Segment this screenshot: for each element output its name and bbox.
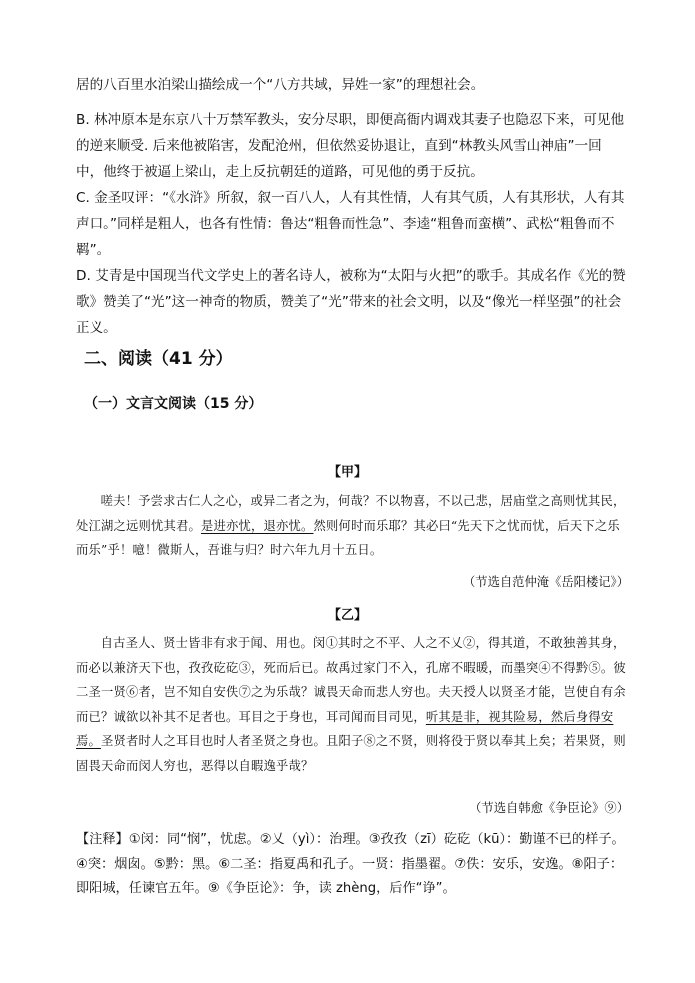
- passage-jia-text-before: 嗟夫！予尝求古仁人之心，或异二者之为，何哉？不以物喜，不以己悲，居庙堂之高则忧其民，处江湖之远则忧其君。: [76, 494, 626, 533]
- passage-jia-label: 【甲】: [327, 465, 367, 480]
- option-b: B. 林冲原本是东京八十万禁军教头，安分尽职，即便高衙内调戏其妻子也隐忍下来，可见他的逆来顺受. 后来他被陷害，发配沧州，但依然妥协退让，直到“林教头风雪山神庙”一回中，他终于被逼上梁山，走上反抗朝廷的道路，可见他的勇于反抗。: [76, 112, 625, 180]
- passage-yi-source: （节选自韩愈《争臣论》⑨）: [469, 801, 629, 815]
- passage-yi-text: [76, 631, 628, 778]
- passage-jia-text: [76, 489, 628, 563]
- option-c: C. 金圣叹评：“《水浒》所叙，叙一百八人，人有其性情，人有其气质，人有其形状，人有其声口。”同样是粗人，也各有性情：鲁达“粗鲁而性急”、李逵“粗鲁而蛮横”、武松“粗鲁而不羁”。: [76, 190, 625, 258]
- option-d: D. 艾青是中国现当代文学史上的著名诗人，被称为“太阳与火把”的歌手。其成名作《光的赞歌》赞美了“光”这一神奇的物质，赞美了“光”带来的社会文明，以及“像光一样坚强”的社会正义。: [76, 268, 626, 336]
- passage-yi-text-before: 自古圣人、贤士皆非有求于闻、用也。闵①其时之不平、人之不乂②，得其道，不敢独善其身，而必以兼济天下也，孜孜矻矻③，死而后已。故禹过家门不入，孔席不暇暖，而墨突④不得黔⑤。彼二圣一贤⑥者，岂不知自安佚⑦之为乐哉？诚畏天命而悲人穷也。夫天授人以贤圣才能，岂使自有余而已？诚欲以补其不足者也。耳目之于身也，耳司闻而目司见，: [76, 636, 626, 724]
- passage-yi-label: 【乙】: [327, 608, 367, 623]
- section-title: 二、阅读（41 分）: [84, 349, 233, 369]
- passage-yi-text-after: 圣贤者时人之耳目也时人者圣贤之身也。且阳子⑧之不贤，则将役于贤以奉其上矣；若果贤，则固畏天命而闵人穷也，恶得以自暇逸乎哉？: [76, 734, 626, 773]
- passage-jia-source: （节选自范仲淹《岳阳楼记》）: [462, 575, 629, 589]
- annotation-notes: 【注释】①闵：同“悯”，忧虑。②乂（yì）：治理。③孜孜（zī）矻矻（kū）：勤谨不已的样子。④突：烟囱。⑤黔：黑。⑥二圣：指夏禹和孔子。一贤：指墨翟。⑦佚：安乐，安逸。⑧阳子：即阳城，任谏官五年。⑨《争臣论》：争，读 zhèng，后作“诤”。: [76, 832, 625, 896]
- passage-jia-text-after: 然则何时而乐耶？其必曰“先天下之忧而忧，后天下之乐而乐”乎！噫！微斯人，吾谁与归？时六年九月十五日。: [76, 518, 620, 557]
- passage-jia-underlined: 是进亦忧，退亦忧。: [200, 518, 314, 533]
- option-a-tail: 居的八百里水泊梁山描绘成一个“八方共域，异姓一家”的理想社会。: [76, 77, 485, 93]
- passage-yi-underlined: 听其是非，视其险易，然后身得安焉。: [76, 709, 614, 748]
- section-subtitle: （一）文言文阅读（15 分）: [84, 396, 263, 412]
